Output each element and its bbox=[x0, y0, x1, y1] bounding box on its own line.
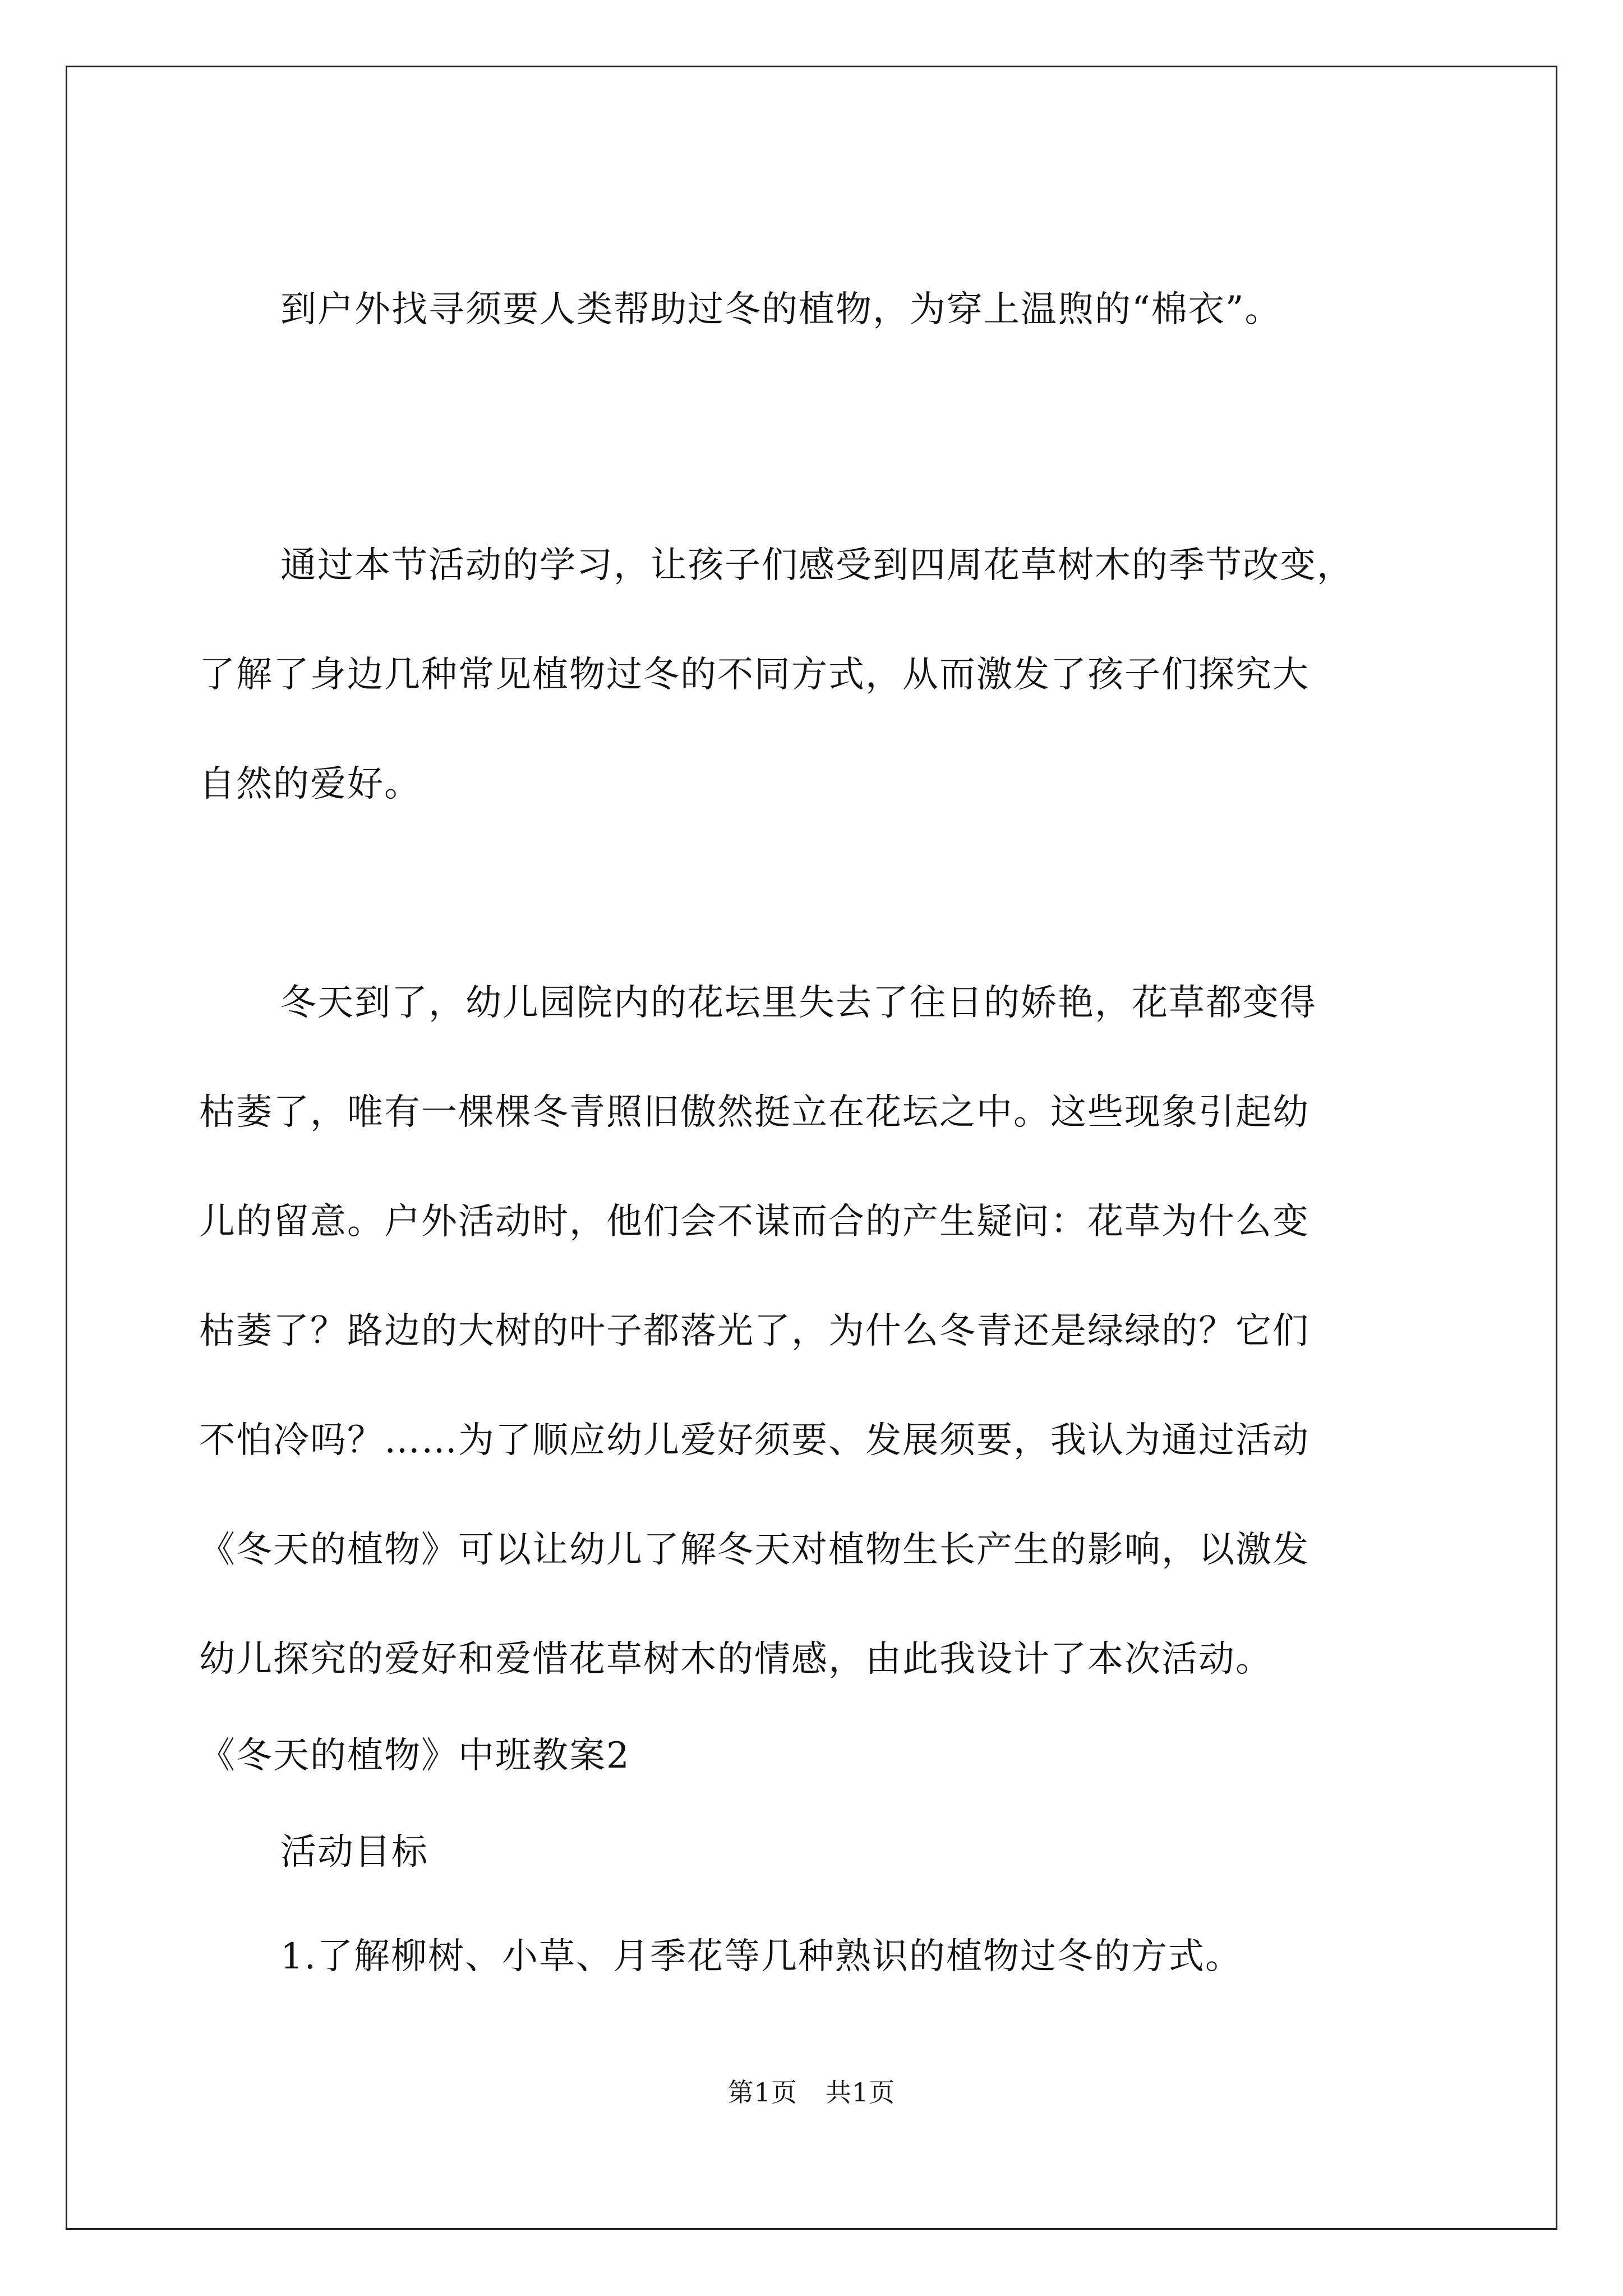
text-line: 不怕冷吗？……为了顺应幼儿爱好须要、发展须要，我认为通过活动 bbox=[199, 1420, 1310, 1461]
text-line: 了解了身边几种常见植物过冬的不同方式，从而激发了孩子们探究大 bbox=[199, 654, 1310, 696]
text-line: 枯萎了，唯有一棵棵冬青照旧傲然挺立在花坛之中。这些现象引起幼 bbox=[199, 1092, 1310, 1133]
text-line: 自然的爱好。 bbox=[199, 763, 421, 805]
text-line: 幼儿探究的爱好和爱惜花草树木的情感，由此我设计了本次活动。 bbox=[199, 1639, 1272, 1680]
page-border bbox=[66, 66, 1557, 2230]
text-line: 通过本节活动的学习，让孩子们感受到四周花草树木的季节改变， bbox=[280, 545, 1354, 586]
section-heading: 活动目标 bbox=[280, 1832, 428, 1873]
text-line: 冬天到了，幼儿园院内的花坛里失去了往日的娇艳，花草都变得 bbox=[280, 982, 1317, 1024]
text-line: 枯萎了？路边的大树的叶子都落光了，为什么冬青还是绿绿的？它们 bbox=[199, 1310, 1310, 1352]
page-total: 共1页 bbox=[826, 2077, 896, 2108]
section-title: 《冬天的植物》中班教案2 bbox=[199, 1735, 630, 1777]
page-footer bbox=[0, 2076, 1623, 2109]
text-line: 儿的留意。户外活动时，他们会不谋而合的产生疑问：花草为什么变 bbox=[199, 1201, 1310, 1243]
list-item: 1.了解柳树、小草、月季花等几种熟识的植物过冬的方式。 bbox=[280, 1936, 1243, 1977]
text-line: 到户外找寻须要人类帮助过冬的植物，为穿上温煦的“棉衣”。 bbox=[280, 289, 1282, 330]
text-line: 《冬天的植物》可以让幼儿了解冬天对植物生长产生的影响，以激发 bbox=[199, 1529, 1310, 1571]
page-number: 第1页 bbox=[727, 2077, 797, 2108]
